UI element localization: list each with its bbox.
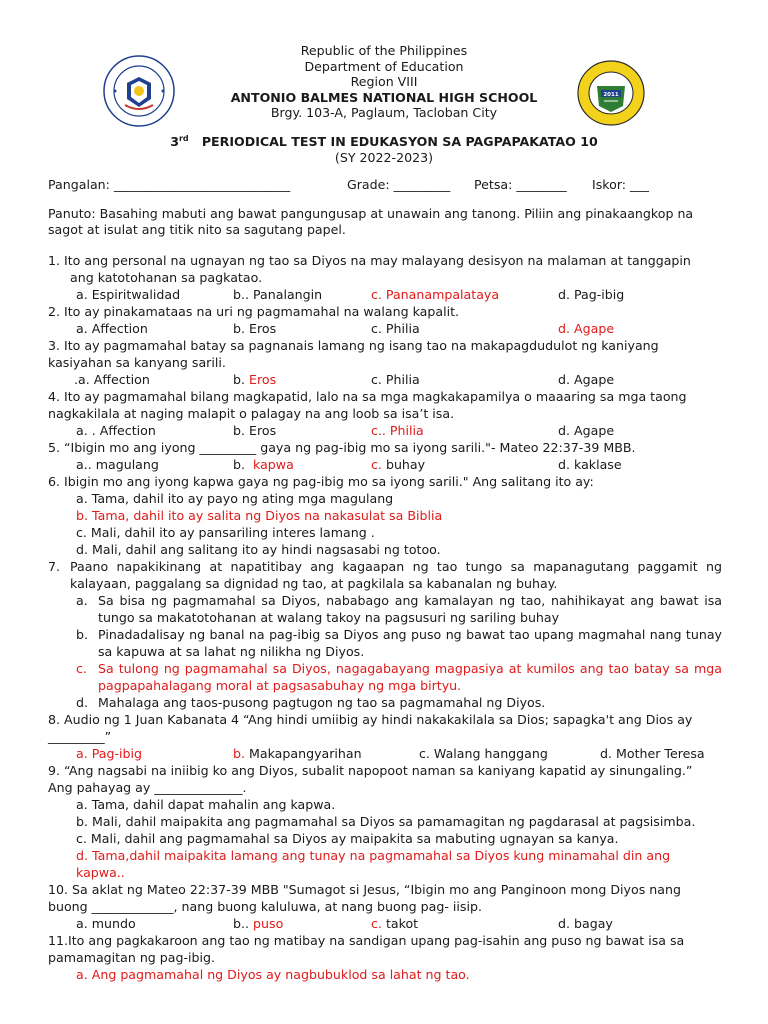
q10-option-b bbox=[233, 915, 283, 932]
q1-option-b: b.. Panalangin bbox=[233, 287, 323, 302]
header-department: Department of Education bbox=[304, 58, 464, 74]
q8-option-b-text: Makapangyarihan bbox=[249, 746, 362, 761]
q7-option-c-letter: c. bbox=[76, 661, 87, 676]
q5-option-b bbox=[233, 456, 294, 473]
test-ordinal-suffix: rd bbox=[178, 133, 189, 143]
q2-stem: 2. Ito ay pinakamataas na uri ng pagmamahal na walang kapalit. bbox=[48, 304, 460, 319]
q2-option-c: c. Philia bbox=[371, 321, 420, 336]
q3-option-b-answer: Eros bbox=[249, 372, 277, 387]
instructions-line-1: Panuto: Basahing mabuti ang bawat pangungusap at unawain ang tanong. Piliin ang pinakaangkop na bbox=[48, 206, 694, 221]
q9-stem: 9. “Ang nagsabi na iniibig ko ang Diyos, subalit napopoot naman sa kaniyang kapatid ay sinungaling.” bbox=[48, 763, 693, 778]
q5-option-d: d. kaklase bbox=[558, 457, 622, 472]
q6-option-a: a. Tama, dahil ito ay payo ng ating mga magulang bbox=[76, 491, 394, 506]
q3-option-b bbox=[233, 371, 276, 388]
q6-option-b-answer: b. Tama, dahil ito ay salita ng Diyos na nakasulat sa Biblia bbox=[76, 508, 443, 523]
q10-option-c-letter: c. bbox=[371, 916, 382, 931]
q2-option-d-answer: d. Agape bbox=[558, 321, 615, 336]
q1-stem-cont: ang katotohanan sa pagkatao. bbox=[70, 270, 263, 285]
date-field-label: Petsa: ________ bbox=[474, 177, 567, 192]
q8-stem-cont: _________” bbox=[48, 729, 112, 744]
grade-field-label: Grade: _________ bbox=[347, 177, 451, 192]
q5-option-b-answer: kapwa bbox=[253, 457, 294, 472]
q3-stem: 3. Ito ay pagmamahal batay sa pagnanais lamang ng isang tao na makapagdudulot ng kaniyang bbox=[48, 338, 659, 353]
q1-stem: 1. Ito ang personal na ugnayan ng tao sa Diyos na may malayang desisyon na malaman at tanggapin bbox=[48, 253, 691, 268]
q4-option-d: d. Agape bbox=[558, 423, 615, 438]
q1-option-c-answer: c. Pananampalataya bbox=[371, 287, 500, 302]
q8-stem: 8. Audio ng 1 Juan Kabanata 4 “Ang hindi umiibig ay hindi nakakakilala sa Dios; sapagka't ang Dios ay bbox=[48, 712, 693, 727]
test-ordinal: 3 bbox=[170, 134, 179, 149]
q7-number: 7. bbox=[48, 559, 61, 574]
q11-stem: 11.Ito ang pagkakaroon ang tao ng matibay na sandigan upang pag-isahin ang puso ng bawat isa sa bbox=[48, 933, 685, 948]
q7-stem: Paano napakikinang at napatitibay ang kagaapan ng tao tungo sa mapanagutang paggamit ng kalayaan, paggalang sa dignidad ng tao, at pagkilala sa kabanalan ng buhay. bbox=[70, 559, 722, 591]
test-title bbox=[0, 134, 768, 150]
q7-option-d: Mahalaga ang taos-pusong pagtugon ng tao sa pagmamahal ng Diyos. bbox=[98, 695, 546, 710]
q7-option-a: Sa bisa ng pagmamahal sa Diyos, nababago ang kamalayan ng tao, nahihikayat ang bawat isa tungo sa makatotohanan at walang takoy na pagsusuri ng sariling buhay bbox=[98, 593, 722, 625]
q6-stem: 6. Ibigin mo ang iyong kapwa gaya ng pag-ibig mo sa iyong sarili." Ang salitang ito ay: bbox=[48, 474, 594, 489]
q6-option-d: d. Mali, dahil ang salitang ito ay hindi nagsasabi ng totoo. bbox=[76, 542, 441, 557]
q4-option-b: b. Eros bbox=[233, 423, 277, 438]
score-field-label: Iskor: ___ bbox=[592, 177, 649, 192]
q9-option-c: c. Mali, dahil ang pagmamahal sa Diyos ay maipakita sa mabuting ugnayan sa kanya. bbox=[76, 831, 619, 846]
q7-option-a-letter: a. bbox=[76, 593, 88, 608]
q5-option-c-text: buhay bbox=[385, 457, 426, 472]
header-school-name: ANTONIO BALMES NATIONAL HIGH SCHOOL bbox=[230, 89, 538, 105]
q7-option-b: Pinadadalisay ng banal na pag-ibig sa Diyos ang puso ng bawat tao upang magmahal nang tunay sa kapuwa at sa lahat ng nilikha ng Diyos. bbox=[98, 627, 722, 659]
q1-option-a: a. Espiritwalidad bbox=[76, 287, 181, 302]
test-title-text: PERIODICAL TEST IN EDUKASYON SA PAGPAPAKATAO 10 bbox=[201, 134, 598, 149]
q10-option-c-text: takot bbox=[385, 916, 419, 931]
svg-text:2011: 2011 bbox=[603, 92, 619, 98]
q5-stem: 5. “Ibigin mo ang iyong _________ gaya ng pag-ibig mo sa iyong sarili."- Mateo 22:37-39 MBB. bbox=[48, 440, 636, 455]
q3-stem-cont: kasiyahan sa kanyang sarili. bbox=[48, 355, 226, 370]
name-field-label: Pangalan: ____________________________ bbox=[48, 177, 291, 192]
q7-option-b-letter: b. bbox=[76, 627, 88, 642]
q2-option-b: b. Eros bbox=[233, 321, 277, 336]
header-republic: Republic of the Philippines bbox=[300, 43, 468, 58]
q5-option-c-letter: c. bbox=[371, 457, 382, 472]
q10-option-b-letter: b.. bbox=[233, 916, 250, 931]
q4-stem: 4. Ito ay pagmamahal bilang magkapatid, lalo na sa mga magkakapamilya o maaaring sa mga taong bbox=[48, 389, 687, 404]
q5-option-b-letter: b. bbox=[233, 457, 245, 472]
q8-option-b-letter: b. bbox=[233, 746, 245, 761]
q3-option-c: c. Philia bbox=[371, 372, 420, 387]
q10-stem-cont: buong _____________, nang buong kaluluwa, at nang buong pag- iisip. bbox=[48, 899, 482, 914]
q3-option-b-letter: b. bbox=[233, 372, 245, 387]
q5-option-c bbox=[371, 456, 425, 473]
q11-stem-cont: pamamagitan ng pag-ibig. bbox=[48, 950, 216, 965]
q5-option-a: a.. magulang bbox=[76, 457, 159, 472]
q9-option-b: b. Mali, dahil maipakita ang pagmamahal sa Diyos sa pamamagitan ng pagdarasal at pagsisimba. bbox=[76, 814, 696, 829]
q10-option-a: a. mundo bbox=[76, 916, 136, 931]
q8-option-c: c. Walang hanggang bbox=[419, 746, 548, 761]
q10-stem: 10. Sa aklat ng Mateo 22:37-39 MBB "Sumagot si Jesus, “Ibigin mo ang Panginoon mong Diyos nang bbox=[48, 882, 681, 897]
q4-option-c-answer: c.. Philia bbox=[371, 423, 424, 438]
q9-stem-cont: Ang pahayag ay ______________. bbox=[48, 780, 247, 795]
q7-option-c-answer: Sa tulong ng pagmamahal sa Diyos, nagagabayang magpasiya at kumilos ang tao batay sa mga pagpapahalagang moral at pagsasabuhay ng mga birtyu. bbox=[98, 661, 722, 693]
q6-option-c: c. Mali, dahil ito ay pansariling interes lamang . bbox=[76, 525, 375, 540]
school-year: (SY 2022-2023) bbox=[334, 149, 434, 165]
q8-option-d: d. Mother Teresa bbox=[600, 746, 705, 761]
header-region: Region VIII bbox=[350, 74, 418, 90]
q2-option-a: a. Affection bbox=[76, 321, 148, 336]
q3-option-d: d. Agape bbox=[558, 372, 615, 387]
q9-option-d-answer: d. Tama,dahil maipakita lamang ang tunay na pagmamahal sa Diyos kung minamahal din ang bbox=[76, 848, 671, 863]
q3-option-a: .a. Affection bbox=[74, 372, 150, 387]
q7-option-d-letter: d. bbox=[76, 695, 88, 710]
q8-option-a-answer: a. Pag-ibig bbox=[76, 746, 142, 761]
q4-option-a: a. . Affection bbox=[76, 423, 156, 438]
q1-option-d: d. Pag-ibig bbox=[558, 287, 625, 302]
q4-stem-cont: nagkakilala at naging malapit o palagay na ang loob sa isa’t isa. bbox=[48, 406, 455, 421]
q10-option-b-answer: puso bbox=[253, 916, 284, 931]
q10-option-d: d. bagay bbox=[558, 916, 613, 931]
instructions-line-2: sagot at isulat ang titik nito sa sagutang papel. bbox=[48, 222, 346, 237]
q10-option-c bbox=[371, 915, 418, 932]
q11-option-a-answer: a. Ang pagmamahal ng Diyos ay nagbubuklod sa lahat ng tao. bbox=[76, 967, 470, 982]
q9-option-d-answer-cont: kapwa.. bbox=[76, 865, 125, 880]
header-address: Brgy. 103-A, Paglaum, Tacloban City bbox=[270, 105, 498, 121]
q8-option-b bbox=[233, 745, 362, 762]
q9-option-a: a. Tama, dahil dapat mahalin ang kapwa. bbox=[76, 797, 336, 812]
